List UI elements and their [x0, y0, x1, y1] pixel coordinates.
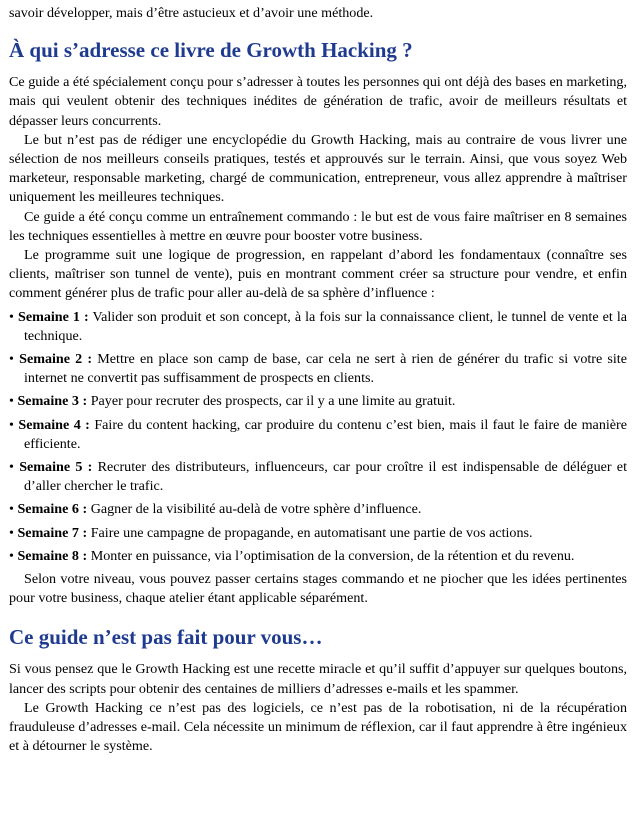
bullet-mark: • [9, 351, 14, 368]
week-text: Mettre en place son camp de base, car cela ne sert à rien de générer du trafic si votre site internet ne convertit pas suffisamment de prospects en clients. [24, 351, 627, 387]
paragraph-not-miracle: Si vous pensez que le Growth Hacking est une recette miracle et qu’il suffit d’appuyer sur quelques boutons, lancer des scripts pour obtenir des centaines de milliers d’adresses e-mails et les spammer. [9, 661, 627, 697]
bullet-mark: • [9, 416, 14, 433]
list-item [9, 392, 627, 411]
list-item [9, 547, 627, 566]
week-label: Semaine 4 : [18, 416, 90, 433]
week-text: Recruter des distributeurs, influenceurs, car pour croître il est indispensable de déléguer et d’aller chercher le trafic. [24, 459, 627, 495]
week-text: Payer pour recruter des prospects, car il y a une limite au gratuit. [90, 393, 456, 410]
bullet-mark: • [9, 501, 14, 518]
paragraph-closing: Selon votre niveau, vous pouvez passer certains stages commando et ne piocher que les idées pertinentes pour votre business, chaque atelier étant applicable séparément. [9, 571, 627, 607]
week-label: Semaine 3 : [17, 393, 88, 410]
list-item [9, 524, 627, 543]
paragraph-goal: Le but n’est pas de rédiger une encyclopédie du Growth Hacking, mais au contraire de vous livrer une sélection de nos meilleurs conseils pratiques, testés et approuvés sur le terrain. Ainsi, que vous soyez Web marketeur, responsable marketing, chargé de communication, entrepreneur, vous allez apprendre à maîtriser uniquement les meilleures techniques. [9, 131, 627, 206]
bullet-mark: • [9, 308, 14, 325]
week-label: Semaine 6 : [17, 501, 88, 518]
paragraph-audience-intro: Ce guide a été spécialement conçu pour s’adresser à toutes les personnes qui ont déjà des bases en marketing, mais qui veulent obtenir des techniques inédites de génération de trafic, avoir de meilleurs résultats et dépasser leurs concurrents. [9, 74, 627, 129]
list-item [9, 416, 627, 454]
bullet-mark: • [9, 524, 14, 541]
week-text: Valider son produit et son concept, à la fois sur la connaissance client, le tunnel de vente et la technique. [24, 308, 627, 344]
week-text: Gagner de la visibilité au-delà de votre sphère d’influence. [90, 501, 422, 518]
bullet-mark: • [9, 547, 14, 564]
list-item [9, 350, 627, 388]
list-item [9, 308, 627, 346]
bullet-mark: • [9, 459, 14, 476]
week-label: Semaine 5 : [19, 459, 93, 476]
week-text: Monter en puissance, via l’optimisation de la conversion, de la rétention et du revenu. [90, 547, 575, 564]
week-label: Semaine 2 : [19, 351, 93, 368]
bullet-mark: • [9, 393, 14, 410]
week-label: Semaine 8 : [17, 547, 88, 564]
week-text: Faire une campagne de propagande, en automatisant une partie de vos actions. [90, 524, 533, 541]
section-heading-not-for-you: Ce guide n’est pas fait pour vous… [9, 625, 323, 650]
section-heading-audience: À qui s’adresse ce livre de Growth Hacking ? [9, 38, 413, 63]
list-item [9, 500, 627, 519]
weeks-list [9, 308, 627, 566]
list-item [9, 458, 627, 496]
week-label: Semaine 1 : [17, 308, 89, 325]
week-text: Faire du content hacking, car produire du contenu c’est bien, mais il faut le faire de manière efficiente. [24, 416, 627, 452]
paragraph-program: Le programme suit une logique de progression, en rappelant d’abord les fondamentaux (connaître ses clients, maîtriser son tunnel de vente), puis en montrant comment créer sa structure pour vendre, et enfin comment générer plus de trafic pour aller au-delà de sa sphère d’influence : [9, 247, 627, 302]
week-label: Semaine 7 : [17, 524, 88, 541]
top-line: savoir développer, mais d’être astucieux et d’avoir une méthode. [9, 5, 374, 21]
paragraph-not-software: Le Growth Hacking ce n’est pas des logiciels, ce n’est pas de la robotisation, ni de la récupération frauduleuse d’adresses e-mail. Cela nécessite un minimum de réflexion, car il faut apprendre à être ingénieux et à détourner le système. [9, 699, 627, 755]
paragraph-commando: Ce guide a été conçu comme un entraînement commando : le but est de vous faire maîtriser en 8 semaines les techniques essentielles à mettre en œuvre pour booster votre business. [9, 208, 627, 244]
